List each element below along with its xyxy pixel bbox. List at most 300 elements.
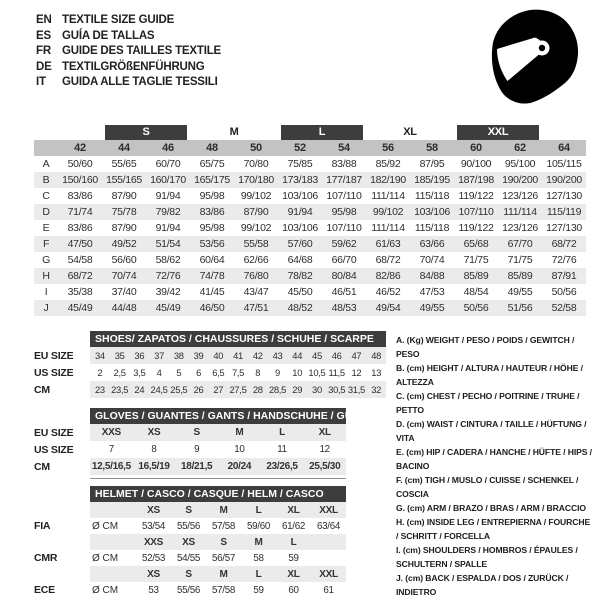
measurement-cell: 85/89	[498, 268, 542, 284]
size-group-cell	[278, 124, 366, 140]
row-letter-cell: G	[42, 254, 50, 266]
corner-cell	[542, 124, 586, 140]
measurement-cell: 53/56	[190, 236, 234, 252]
size-value: XXL	[319, 504, 338, 516]
size-value: 63/64	[316, 520, 341, 532]
numeric-size-cell: 48	[190, 140, 234, 156]
measurement-cell: 49/54	[366, 300, 410, 316]
measurement-cell: 70/80	[243, 158, 269, 170]
size-value: 23	[94, 384, 105, 395]
helmet-row	[34, 550, 346, 566]
row-values	[90, 441, 346, 458]
row-values	[90, 502, 346, 518]
numeric-size-cell: 44	[102, 140, 146, 156]
size-value: 42	[252, 350, 263, 361]
legend-item: A. (Kg) WEIGHT / PESO / POIDS / GEWITCH / PESO	[396, 335, 575, 359]
measurement-cell: 49/55	[507, 286, 533, 298]
size-value: M	[219, 568, 228, 580]
row-letter-cell: E	[42, 222, 50, 234]
size-value: 57/58	[211, 520, 236, 532]
measurement-row	[34, 188, 586, 204]
size-value: 60	[288, 584, 299, 596]
size-value: 30	[312, 384, 322, 395]
measurement-cell: 51/56	[498, 300, 542, 316]
measurement-cell: 45/50	[287, 286, 313, 298]
row-letter-cell: A	[42, 158, 50, 170]
size-value: S	[220, 536, 227, 548]
helmet-row	[34, 502, 346, 518]
measurement-row	[34, 300, 586, 316]
helmet-title: HELMET / CASCO / CASQUE / HELM / CASCO	[90, 486, 346, 502]
size-value: 8	[255, 367, 261, 378]
measurement-cell: 72/76	[551, 254, 577, 266]
measurement-cell: 84/88	[410, 268, 454, 284]
language-title-row	[36, 29, 221, 45]
size-group-cell: M	[229, 126, 239, 138]
measurement-cell: 44/48	[102, 300, 146, 316]
measurement-cell: 75/78	[102, 204, 146, 220]
measurement-cell: 74/78	[190, 268, 234, 284]
row-label: EU SIZE	[34, 426, 74, 439]
size-value: 2,5	[113, 367, 126, 378]
language-title-row	[36, 44, 221, 60]
measurement-cell: 83/88	[331, 158, 357, 170]
numeric-size-cell: 42	[58, 140, 102, 156]
measurement-cell: 111/114	[498, 204, 542, 220]
size-value: 12	[319, 444, 330, 455]
size-value: 35	[114, 350, 125, 361]
row-letter-cell: I	[44, 286, 48, 298]
shoes-row	[34, 381, 386, 398]
row-values	[90, 566, 346, 582]
legend-item: H. (cm) INSIDE LEG / ENTREPIERNA / FOURCHE / SCHRITT / FORCELLA	[396, 517, 591, 541]
row-label: CMR	[34, 552, 58, 564]
size-value: 53	[148, 584, 159, 596]
numeric-size-cell: 60	[454, 140, 498, 156]
measurement-cell: 55/58	[234, 236, 278, 252]
measurement-cell: 103/106	[282, 222, 318, 234]
measurement-cell: 87/95	[419, 158, 445, 170]
measurement-cell: 49/52	[102, 236, 146, 252]
measurement-cell: 56/60	[111, 254, 137, 266]
measurement-cell: 48/54	[463, 286, 489, 298]
size-value: S	[185, 568, 192, 580]
measurement-cell: 87/91	[542, 268, 586, 284]
measurement-cell: 70/74	[419, 254, 445, 266]
size-value: 8	[151, 444, 157, 455]
row-values	[90, 364, 386, 381]
size-value: 31,5	[347, 384, 365, 395]
size-value: 3,5	[133, 367, 146, 378]
measurement-cell: 107/110	[326, 190, 362, 202]
gloves-row	[34, 458, 346, 475]
size-value: 11	[277, 444, 287, 455]
measurement-row	[34, 220, 586, 236]
measurement-cell: 60/70	[155, 158, 181, 170]
size-value: M	[219, 504, 228, 516]
guide-title: TEXTILE SIZE GUIDE	[62, 14, 175, 26]
measurement-cell: 68/72	[375, 254, 401, 266]
size-value: 9	[275, 367, 280, 378]
numeric-size-cell: 64	[542, 140, 586, 156]
size-value: XL	[287, 568, 300, 580]
measurement-row	[34, 268, 586, 284]
measurement-cell: 190/200	[498, 172, 542, 188]
language-code: ES	[36, 29, 51, 42]
row-letter-cell: H	[34, 268, 58, 284]
measurement-cell: 99/102	[240, 190, 272, 202]
row-letter-cell: F	[34, 236, 58, 252]
measurement-cell: 95/98	[322, 204, 366, 220]
size-value: 5	[176, 367, 182, 378]
size-value: 61/62	[281, 520, 306, 532]
size-value: 55/56	[176, 520, 201, 532]
row-values	[90, 424, 346, 441]
row-label	[34, 502, 90, 518]
legend-item: F. (cm) TIGH / MUSLO / CUISSE / SCHENKEL / COSCIA	[396, 475, 579, 499]
shoes-row	[34, 364, 386, 381]
row-values	[90, 458, 346, 475]
size-value: L	[255, 568, 262, 580]
size-value: 11,5	[328, 367, 345, 378]
size-value: 7,5	[231, 367, 245, 378]
measurement-cell: 185/195	[410, 172, 454, 188]
measurement-cell: 66/70	[331, 254, 357, 266]
size-value: 12,5/16,5	[91, 461, 131, 472]
size-value: 27	[213, 384, 224, 395]
legend-item: J. (cm) BACK / ESPALDA / DOS / ZURÜCK / INDIETRO	[396, 573, 569, 597]
measurement-cell: 119/122	[458, 190, 494, 202]
measurement-cell: 91/94	[278, 204, 322, 220]
measurement-cell: 103/106	[410, 204, 454, 220]
size-value: XXL	[319, 568, 338, 580]
measurement-cell: 65/68	[454, 236, 498, 252]
measurement-cell: 67/70	[498, 236, 542, 252]
size-value: 57/58	[211, 584, 236, 596]
measurement-cell: 83/86	[67, 190, 93, 202]
measurement-cell: 35/38	[67, 286, 93, 298]
size-value: 10,5	[308, 367, 326, 378]
size-value: XS	[147, 427, 161, 438]
row-label: ECE	[34, 584, 55, 596]
size-value: S	[185, 504, 192, 516]
numeric-size-cell: 50	[234, 140, 278, 156]
size-value: 25,5/30	[309, 461, 341, 472]
measurement-row	[34, 172, 586, 188]
measurement-cell: 83/86	[190, 204, 234, 220]
numeric-size-cell: 56	[366, 140, 410, 156]
size-group-header-row	[34, 124, 586, 140]
row-values	[90, 534, 346, 550]
size-value: 32	[371, 384, 382, 395]
row-values	[90, 347, 386, 364]
size-value: 55/56	[176, 584, 201, 596]
measurement-cell: 52/58	[542, 300, 586, 316]
measurement-cell: 99/102	[240, 222, 272, 234]
size-value: L	[255, 504, 262, 516]
numeric-size-cell: 46	[146, 140, 190, 156]
size-value: 59	[288, 552, 299, 564]
gloves-row	[34, 441, 346, 458]
size-value: L	[290, 536, 297, 548]
size-value: 27,5	[229, 384, 247, 395]
measurement-cell: 111/114	[371, 222, 405, 234]
size-value: XL	[287, 504, 300, 516]
measurement-cell: 111/114	[371, 190, 405, 202]
row-label-cell	[34, 140, 58, 156]
measurement-cell: 64/68	[287, 254, 313, 266]
measurement-cell: 123/126	[502, 222, 538, 234]
measurement-cell: 46/51	[331, 286, 357, 298]
measurement-cell: 63/66	[410, 236, 454, 252]
measurement-cell: 90/100	[460, 158, 492, 170]
row-letter-cell: D	[34, 204, 58, 220]
measurement-cell: 85/92	[375, 158, 401, 170]
measurement-cell: 39/42	[155, 286, 181, 298]
measurement-cell: 105/115	[546, 158, 582, 170]
measurement-cell: 182/190	[366, 172, 410, 188]
measurement-cell: 62/66	[243, 254, 269, 266]
diameter-label: Ø CM	[92, 520, 119, 532]
measurement-cell: 190/200	[542, 172, 586, 188]
measurement-cell: 95/100	[504, 158, 536, 170]
size-value: 28,5	[268, 384, 286, 395]
measurement-cell: 80/84	[322, 268, 366, 284]
shoes-title: SHOES/ ZAPATOS / CHAUSSURES / SCHUHE / SCARPE	[90, 331, 386, 347]
measurement-cell: 51/54	[146, 236, 190, 252]
legend-item: G. (cm) ARM / BRAZO / BRAS / ARM / BRACCIO	[396, 503, 586, 513]
size-value: 23/26,5	[266, 461, 298, 472]
measurement-cell: 103/106	[282, 190, 318, 202]
size-value: M	[254, 536, 263, 548]
size-value: 24,5	[150, 384, 168, 395]
row-label: US SIZE	[34, 366, 74, 379]
size-value: 9	[194, 444, 200, 455]
legend-item: D. (cm) WAIST / CINTURA / TAILLE / HÜFTUNG / VITA	[396, 419, 587, 443]
measurement-cell: 45/49	[146, 300, 190, 316]
measurement-cell: 55/65	[111, 158, 137, 170]
row-label: US SIZE	[34, 443, 74, 456]
measurement-cell: 50/56	[454, 300, 498, 316]
size-value: 4	[156, 367, 162, 378]
measurement-cell: 48/53	[322, 300, 366, 316]
size-value: 41	[233, 350, 243, 361]
size-value: 7	[108, 444, 114, 455]
row-values	[90, 518, 346, 534]
measurement-cell: 123/126	[502, 190, 538, 202]
measurement-cell: 187/198	[454, 172, 498, 188]
numeric-size-cell: 62	[498, 140, 542, 156]
row-label: EU SIZE	[34, 349, 74, 362]
size-value: 26	[193, 384, 204, 395]
measurement-cell: 170/180	[234, 172, 278, 188]
size-group-label: XXL	[457, 125, 539, 140]
size-value: S	[193, 427, 200, 438]
language-title-row	[36, 75, 221, 91]
size-value: 6,5	[212, 367, 225, 378]
size-group-label: L	[281, 125, 363, 140]
helmet-row	[34, 534, 346, 550]
size-value: 56/57	[211, 552, 236, 564]
row-label	[34, 566, 90, 582]
size-group-cell: XL	[403, 126, 417, 138]
legend-item: I. (cm) SHOULDERS / HOMBROS / ÉPAULES / SCHULTERN / SPALLE	[396, 545, 578, 569]
measurement-cell: 95/98	[199, 222, 225, 234]
helmet-row	[34, 582, 346, 598]
gloves-row	[34, 424, 346, 441]
divider-line	[90, 478, 346, 479]
size-value: 37	[154, 350, 164, 361]
row-letter-cell: B	[34, 172, 58, 188]
measurement-cell: 43/47	[243, 286, 269, 298]
measurement-cell: 78/82	[278, 268, 322, 284]
measurement-cell: 59/62	[322, 236, 366, 252]
size-value: L	[279, 427, 285, 438]
size-value: XXS	[143, 536, 164, 548]
row-values	[90, 582, 346, 598]
size-value: 28	[252, 384, 263, 395]
diameter-label: Ø CM	[92, 584, 119, 596]
size-group-cell	[454, 124, 542, 140]
measurement-cell: 87/90	[111, 190, 137, 202]
row-label: CM	[34, 383, 50, 396]
numeric-size-cell: 58	[410, 140, 454, 156]
size-value: 13	[371, 367, 382, 378]
row-label: CM	[34, 460, 50, 473]
measurement-cell: 60/64	[199, 254, 225, 266]
size-value: 25,5	[170, 384, 188, 395]
measurement-cell: 48/52	[278, 300, 322, 316]
size-value: 34	[94, 350, 105, 361]
measurement-cell: 50/60	[67, 158, 93, 170]
size-value: 53/54	[141, 520, 166, 532]
size-value: 59/60	[246, 520, 271, 532]
size-value: 39	[193, 350, 204, 361]
measurement-cell: 99/102	[366, 204, 410, 220]
numeric-size-row	[34, 140, 586, 156]
language-title-list	[36, 13, 221, 91]
measurement-cell: 54/58	[67, 254, 93, 266]
size-value: 29	[292, 384, 303, 395]
size-group-cell	[102, 124, 190, 140]
helmet-row	[34, 518, 346, 534]
size-value: 24	[134, 384, 145, 395]
measurement-cell: 50/56	[551, 286, 577, 298]
size-value: 36	[134, 350, 145, 361]
size-value: 58	[253, 552, 264, 564]
measurement-cell: 58/62	[155, 254, 181, 266]
size-value: 54/55	[176, 552, 201, 564]
shoes-table	[34, 331, 386, 398]
language-code: FR	[36, 45, 51, 58]
language-title-row	[36, 13, 221, 29]
measurement-cell: 150/160	[58, 172, 102, 188]
row-values	[90, 550, 346, 566]
size-value: M	[235, 427, 244, 438]
row-label	[34, 534, 90, 550]
measurement-cell: 76/80	[234, 268, 278, 284]
measurement-cell: 68/72	[58, 268, 102, 284]
measurement-cell: 46/52	[375, 286, 401, 298]
size-value: 10	[234, 444, 245, 455]
measurement-cell: 127/130	[546, 222, 582, 234]
helmet-table	[34, 486, 346, 598]
size-value: 18/21,5	[181, 461, 213, 472]
size-value: 23,5	[111, 384, 129, 395]
size-value: 47	[351, 350, 362, 361]
size-value: XS	[182, 536, 195, 548]
measurement-cell: 87/90	[234, 204, 278, 220]
measurement-cell: 115/118	[414, 222, 450, 234]
row-letter-cell: C	[42, 190, 50, 202]
size-value: 45	[312, 350, 322, 361]
corner-cell	[34, 124, 102, 140]
language-code: IT	[36, 76, 46, 89]
guide-title: GUIDA ALLE TAGLIE TESSILI	[62, 76, 218, 89]
measurement-cell: 45/49	[58, 300, 102, 316]
numeric-size-cell: 54	[322, 140, 366, 156]
measurement-cell: 177/187	[322, 172, 366, 188]
measurement-cell: 119/122	[458, 222, 494, 234]
measurement-cell: 127/130	[546, 190, 582, 202]
guide-title: TEXTILGRÖßENFÜHRUNG	[62, 60, 205, 73]
measurement-cell: 47/51	[234, 300, 278, 316]
size-value: 59	[253, 584, 264, 596]
measurement-cell: 75/85	[287, 158, 313, 170]
shoes-row	[34, 347, 386, 364]
measurement-legend	[396, 333, 592, 599]
measurement-cell: 57/60	[278, 236, 322, 252]
measurement-cell: 65/75	[199, 158, 225, 170]
measurement-cell: 61/63	[366, 236, 410, 252]
measurement-cell: 85/89	[454, 268, 498, 284]
row-label: FIA	[34, 520, 51, 532]
legend-item: E. (cm) HIP / CADERA / HANCHE / HÜFTE / HIPS / BACINO	[396, 447, 592, 471]
measurement-cell: 165/175	[190, 172, 234, 188]
row-values	[90, 381, 386, 398]
measurement-cell: 37/40	[111, 286, 137, 298]
measurement-row	[34, 284, 586, 300]
measurement-cell: 95/98	[199, 190, 225, 202]
measurement-cell: 107/110	[326, 222, 362, 234]
measurement-row	[34, 252, 586, 268]
textile-size-table	[34, 124, 586, 316]
measurement-cell: 49/55	[410, 300, 454, 316]
measurement-cell: 173/183	[278, 172, 322, 188]
size-value: 43	[272, 350, 283, 361]
size-value: XL	[318, 427, 331, 438]
measurement-row	[34, 236, 586, 252]
guide-title: GUIDE DES TAILLES TEXTILE	[62, 45, 221, 58]
row-letter-cell: J	[34, 300, 58, 316]
measurement-cell: 41/45	[199, 286, 225, 298]
measurement-row	[34, 204, 586, 220]
language-code: EN	[36, 14, 52, 26]
measurement-cell: 70/74	[102, 268, 146, 284]
measurement-cell: 72/76	[146, 268, 190, 284]
size-value: 2	[97, 367, 103, 378]
measurement-cell: 155/165	[102, 172, 146, 188]
measurement-cell: 87/90	[111, 222, 137, 234]
measurement-cell: 79/82	[146, 204, 190, 220]
size-value: 10	[292, 367, 303, 378]
measurement-cell: 46/50	[190, 300, 234, 316]
measurement-cell: 71/75	[507, 254, 533, 266]
measurement-cell: 68/72	[542, 236, 586, 252]
language-code: DE	[36, 60, 52, 73]
language-title-row	[36, 60, 221, 76]
measurement-cell: 160/170	[146, 172, 190, 188]
